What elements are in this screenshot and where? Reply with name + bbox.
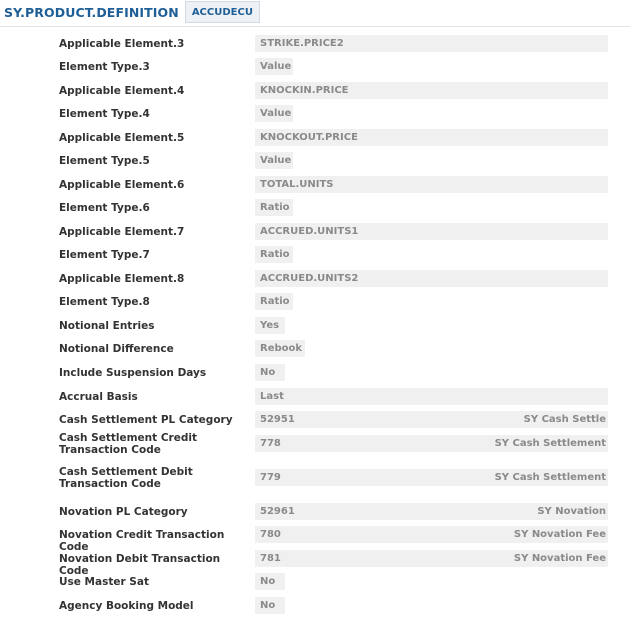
field-label: Notional Entries — [59, 320, 155, 332]
field-row — [0, 573, 630, 590]
field-value[interactable] — [255, 105, 293, 122]
field-value-text: KNOCKIN.PRICE — [260, 85, 349, 96]
field-value[interactable] — [255, 340, 305, 357]
field-label: Novation Credit Transaction Code — [59, 529, 225, 553]
field-row — [0, 411, 630, 428]
field-value-text: ACCRUED.UNITS1 — [260, 226, 359, 237]
field-label: Use Master Sat — [59, 576, 149, 588]
field-row — [0, 317, 630, 334]
field-value[interactable] — [255, 573, 285, 590]
field-row — [0, 199, 630, 216]
field-label: Applicable Element.8 — [59, 273, 185, 285]
field-row — [0, 340, 630, 357]
field-label: Element Type.3 — [59, 61, 150, 73]
header-divider — [0, 26, 630, 27]
field-row — [0, 293, 630, 310]
field-value[interactable] — [255, 526, 608, 543]
field-value-text: No — [260, 576, 276, 587]
field-value-text: No — [260, 367, 276, 378]
field-row — [0, 246, 630, 263]
field-value[interactable] — [255, 597, 285, 614]
field-label: Cash Settlement Debit Transaction Code — [59, 466, 193, 490]
field-row — [0, 597, 630, 614]
field-value[interactable] — [255, 176, 608, 193]
page-title: SY.PRODUCT.DEFINITION — [4, 4, 179, 20]
field-value-text: Yes — [260, 320, 280, 331]
field-label: Element Type.6 — [59, 202, 150, 214]
field-value-text: Value — [260, 61, 292, 72]
field-value[interactable] — [255, 550, 608, 567]
field-value[interactable] — [255, 35, 608, 52]
field-value[interactable] — [255, 435, 608, 452]
field-description: SY Novation — [537, 506, 606, 517]
field-value-text: Value — [260, 155, 292, 166]
field-value[interactable] — [255, 129, 608, 146]
field-description: SY Novation Fee — [513, 553, 606, 564]
field-value-text: Ratio — [260, 249, 290, 260]
field-label: Element Type.5 — [59, 155, 150, 167]
field-value[interactable] — [255, 411, 608, 428]
field-label: Element Type.8 — [59, 296, 150, 308]
field-row — [0, 270, 630, 287]
field-row — [0, 223, 630, 240]
field-label: Applicable Element.6 — [59, 179, 185, 191]
field-row — [0, 503, 630, 520]
field-value[interactable] — [255, 270, 608, 287]
field-row — [0, 176, 630, 193]
field-row — [0, 364, 630, 381]
field-value-text: STRIKE.PRICE2 — [260, 38, 344, 49]
field-value-text: Ratio — [260, 202, 290, 213]
field-value[interactable] — [255, 469, 608, 486]
field-label: Applicable Element.5 — [59, 132, 185, 144]
field-value[interactable] — [255, 82, 608, 99]
field-label: Notional Difference — [59, 343, 174, 355]
field-label: Element Type.4 — [59, 108, 150, 120]
field-row — [0, 526, 630, 553]
field-value[interactable] — [255, 317, 285, 334]
field-label: Accrual Basis — [59, 391, 138, 403]
field-row — [0, 58, 630, 75]
field-value-text: Rebook — [260, 343, 303, 354]
field-value[interactable] — [255, 58, 293, 75]
field-value-text: 52961 — [260, 506, 295, 517]
field-row — [0, 35, 630, 52]
field-description: SY Novation Fee — [513, 529, 606, 540]
field-label: Novation Debit Transaction Code — [59, 553, 221, 577]
field-value-text: 778 — [260, 438, 281, 449]
field-value[interactable] — [255, 246, 293, 263]
field-label: Cash Settlement Credit Transaction Code — [59, 432, 197, 456]
field-value-text: TOTAL.UNITS — [260, 179, 334, 190]
field-value[interactable] — [255, 199, 293, 216]
field-label: Element Type.7 — [59, 249, 150, 261]
field-value-text: 781 — [260, 553, 281, 564]
field-description: SY Cash Settlement — [494, 438, 606, 449]
field-value-text: Value — [260, 108, 292, 119]
field-label: Applicable Element.7 — [59, 226, 185, 238]
field-value-text: 779 — [260, 472, 281, 483]
field-label: Cash Settlement PL Category — [59, 414, 233, 426]
field-row — [0, 466, 630, 496]
field-value-text: KNOCKOUT.PRICE — [260, 132, 358, 143]
field-value-text: Last — [260, 391, 284, 402]
field-description: SY Cash Settlement — [494, 472, 606, 483]
field-value-text: ACCRUED.UNITS2 — [260, 273, 359, 284]
field-row — [0, 129, 630, 146]
header-bar — [0, 0, 630, 24]
record-id-badge[interactable]: ACCUDECU — [185, 1, 260, 23]
field-row — [0, 105, 630, 122]
field-label: Applicable Element.3 — [59, 38, 185, 50]
field-value[interactable] — [255, 293, 293, 310]
field-label: Include Suspension Days — [59, 367, 207, 379]
field-value[interactable] — [255, 152, 293, 169]
field-row — [0, 432, 630, 462]
field-value[interactable] — [255, 388, 608, 405]
field-value[interactable] — [255, 503, 608, 520]
field-value[interactable] — [255, 223, 608, 240]
field-row — [0, 152, 630, 169]
field-value-text: 52951 — [260, 414, 295, 425]
field-value-text: No — [260, 600, 276, 611]
field-value-text: 780 — [260, 529, 281, 540]
field-description: SY Cash Settle — [523, 414, 606, 425]
field-row — [0, 388, 630, 405]
field-label: Agency Booking Model — [59, 600, 194, 612]
field-row — [0, 550, 630, 577]
field-row — [0, 82, 630, 99]
field-value[interactable] — [255, 364, 285, 381]
field-label: Novation PL Category — [59, 506, 188, 518]
field-label: Applicable Element.4 — [59, 85, 185, 97]
field-value-text: Ratio — [260, 296, 290, 307]
